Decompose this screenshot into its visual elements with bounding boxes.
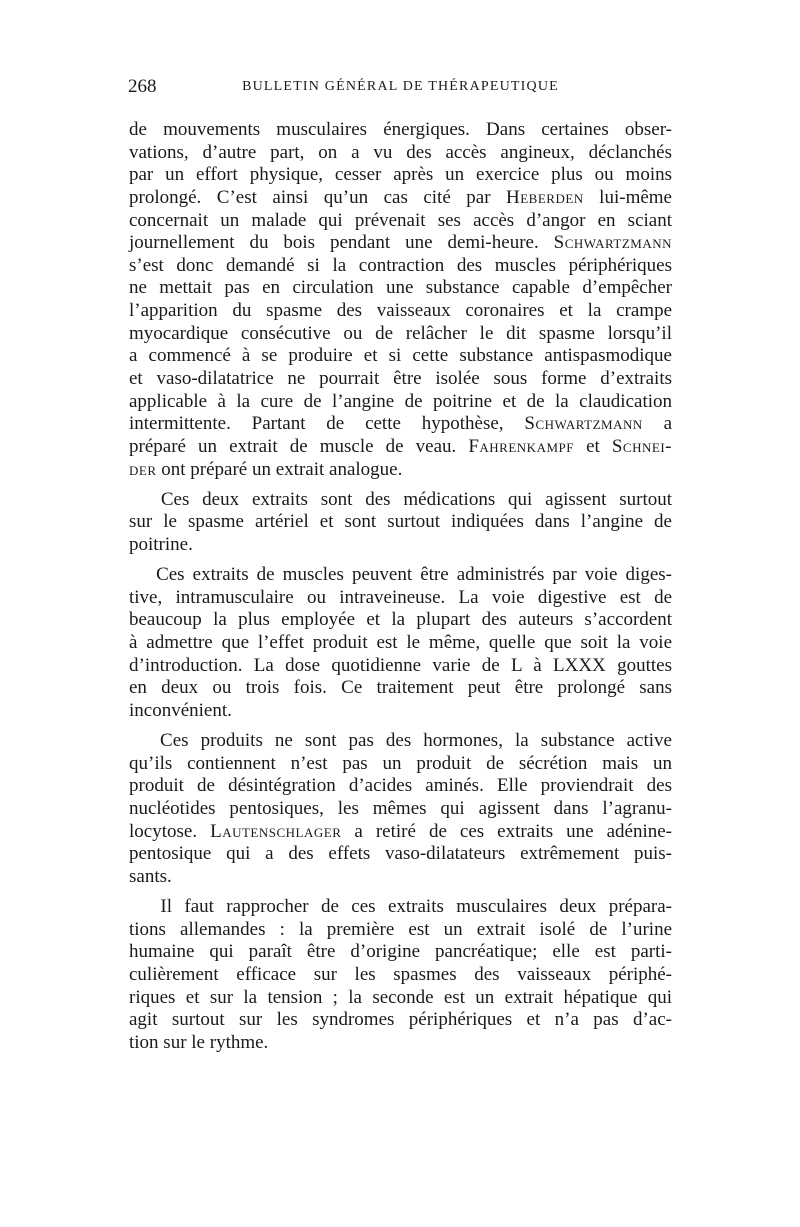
text-segment: ne mettait pas en circulation une substance capable d’empêcher (129, 277, 672, 299)
text-segment: Ces produits ne sont pas des hormones, la substance active (129, 730, 672, 752)
text-line (129, 277, 672, 300)
text-segment: a (642, 413, 672, 435)
text-segment: nucléotides pentosiques, les mêmes qui agissent dans l’agranu- (129, 798, 672, 820)
text-segment: Ces extraits de muscles peuvent être administrés par voie diges- (129, 564, 672, 586)
text-line (129, 919, 672, 942)
text-segment: humaine qui paraît être d’origine pancréatique; elle est parti- (129, 941, 672, 963)
text-line (129, 655, 672, 678)
text-line (129, 119, 672, 142)
text-line (129, 632, 672, 655)
text-line (129, 142, 672, 165)
text-segment: locytose. (129, 820, 211, 842)
text-segment: a commencé à se produire et si cette substance antispasmodique (129, 345, 672, 367)
text-line (129, 210, 672, 233)
text-line (129, 964, 672, 987)
text-line (129, 164, 672, 187)
text-segment: myocardique consécutive ou de relâcher le dit spasme lorsqu’il (129, 322, 672, 344)
text-segment: tion sur le rythme. (129, 1031, 269, 1053)
text-segment: poitrine. (129, 534, 193, 556)
paragraph (129, 564, 672, 722)
text-line (129, 609, 672, 632)
text-segment: beaucoup la plus employée et la plupart des auteurs s’accordent (129, 609, 672, 631)
text-line (129, 866, 672, 889)
text-line (129, 1009, 672, 1032)
text-line (129, 587, 672, 610)
text-line (129, 413, 672, 436)
text-segment: pentosique qui a des effets vaso-dilatateurs extrêmement puis- (129, 843, 672, 865)
text-segment: a retiré de ces extraits une adénine- (341, 820, 672, 842)
text-segment: vations, d’autre part, on a vu des accès angineux, déclanchés (129, 141, 672, 163)
text-segment: journellement du bois pendant une demi-heure. (129, 232, 554, 254)
text-segment: par un effort physique, cesser après un exercice plus ou moins (129, 164, 672, 186)
author-name: Schwartzmann (553, 232, 672, 254)
text-segment: de mouvements musculaires énergiques. Dans certaines obser- (129, 119, 672, 140)
text-segment: préparé un extrait de muscle de veau. (129, 435, 469, 457)
text-segment: Ces deux extraits sont des médications qui agissent surtout (129, 488, 672, 510)
text-line (129, 1032, 672, 1055)
text-line (129, 700, 672, 723)
text-line (129, 843, 672, 866)
text-line (129, 730, 672, 753)
text-segment: tive, intramusculaire ou intraveineuse. La voie digestive est de (129, 586, 672, 608)
text-line (129, 489, 672, 512)
text-line (129, 941, 672, 964)
text-segment: sants. (129, 866, 172, 887)
text-line (129, 368, 672, 391)
text-line (129, 323, 672, 346)
text-segment: Il faut rapprocher de ces extraits musculaires deux prépara- (129, 896, 672, 918)
text-segment: concernait un malade qui prévenait ses accès d’angor en sciant (129, 209, 672, 231)
text-line (129, 511, 672, 534)
text-line (129, 987, 672, 1010)
author-name: Lautenschlager (210, 820, 342, 842)
text-segment: sur le spasme artériel et sont surtout indiquées dans l’angine de (129, 511, 672, 533)
author-name: Fahrenkampf (468, 435, 574, 457)
page-number: 268 (128, 76, 157, 97)
running-title: BULLETIN GÉNÉRAL DE THÉRAPEUTIQUE (242, 79, 559, 94)
author-name: der (129, 458, 157, 480)
text-line (129, 187, 672, 210)
text-line (129, 677, 672, 700)
text-segment: inconvénient. (129, 700, 232, 722)
text-line (129, 821, 672, 844)
author-name: Heberden (506, 186, 584, 208)
paragraph (129, 119, 672, 481)
running-header (128, 76, 673, 100)
text-segment: et vaso-dilatatrice ne pourrait être isolée sous forme d’extraits (129, 368, 672, 390)
text-line (129, 232, 672, 255)
text-segment: applicable à la cure de l’angine de poitrine et de la claudication (129, 390, 672, 412)
text-segment: et (573, 435, 612, 457)
text-segment: produit de désintégration d’acides aminés. Elle proviendrait des (129, 775, 672, 797)
text-line (129, 300, 672, 323)
text-line (129, 436, 672, 459)
text-segment: à admettre que l’effet produit est le même, quelle que soit la voie (129, 632, 672, 654)
paragraph (129, 896, 672, 1054)
text-line (129, 798, 672, 821)
body-text (129, 119, 672, 1055)
text-line (129, 534, 672, 557)
text-line (129, 391, 672, 414)
text-segment: riques et sur la tension ; la seconde est un extrait hépatique qui (129, 986, 672, 1008)
text-segment: ont préparé un extrait analogue. (156, 458, 403, 480)
text-segment: intermittente. Partant de cette hypothèse, (129, 413, 525, 435)
text-segment: agit surtout sur les syndromes périphériques et n’a pas d’ac- (129, 1009, 672, 1031)
paragraph (129, 489, 672, 557)
text-segment: prolongé. C’est ainsi qu’un cas cité par (129, 186, 507, 208)
text-segment: tions allemandes : la première est un extrait isolé de l’urine (129, 918, 672, 940)
author-name: Schwartzmann (524, 413, 643, 435)
author-name: Schnei- (611, 435, 672, 457)
text-line (129, 775, 672, 798)
text-segment: l’apparition du spasme des vaisseaux coronaires et la crampe (129, 300, 672, 322)
text-segment: culièrement efficace sur les spasmes des vaisseaux périphé- (129, 964, 672, 986)
text-line (129, 564, 672, 587)
text-line (129, 753, 672, 776)
text-line (129, 896, 672, 919)
text-segment: en deux ou trois fois. Ce traitement peut être prolongé sans (129, 677, 672, 699)
text-line (129, 459, 672, 482)
text-line (129, 255, 672, 278)
text-segment: s’est donc demandé si la contraction des muscles périphériques (129, 254, 672, 276)
text-line (129, 345, 672, 368)
paragraph (129, 730, 672, 888)
text-segment: qu’ils contiennent n’est pas un produit de sécrétion mais un (129, 752, 672, 774)
text-segment: d’introduction. La dose quotidienne varie de L à LXXX gouttes (129, 654, 672, 676)
text-segment: lui-même (583, 186, 672, 208)
